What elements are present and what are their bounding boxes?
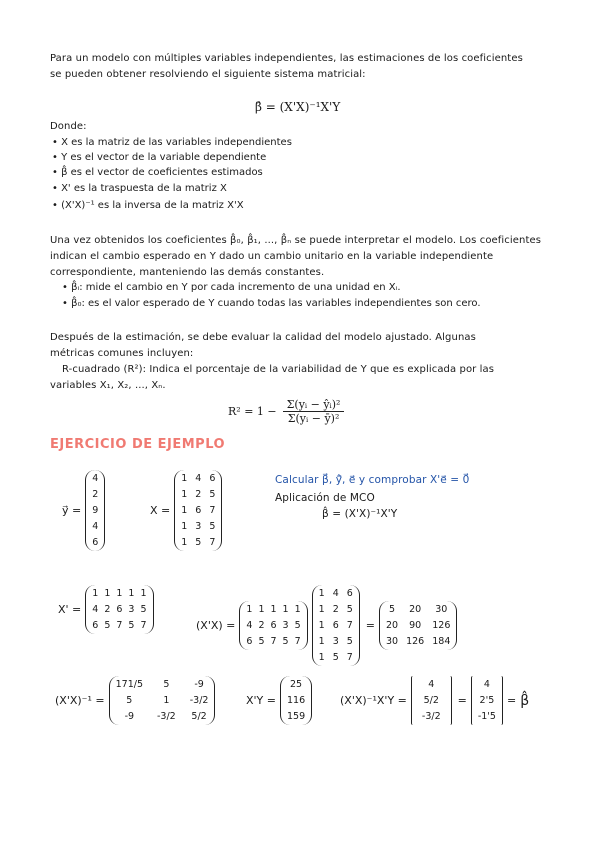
matrix-cell: 5 bbox=[195, 537, 202, 548]
donde-item: • Y es el vector de la variable dependiente bbox=[52, 152, 267, 163]
matrix-cell: 5 bbox=[282, 636, 289, 647]
matrix-cell: 5/2 bbox=[191, 711, 207, 722]
r2-formula bbox=[228, 398, 344, 425]
xtx-product-block bbox=[196, 585, 457, 666]
y-vector-block bbox=[62, 470, 105, 551]
matrix-cell: 5 bbox=[126, 695, 133, 706]
matrix-cell: 1 bbox=[258, 604, 265, 615]
matrix-cell: 184 bbox=[432, 636, 451, 647]
matrix-cell: -9 bbox=[194, 679, 204, 690]
donde-item: • X' es la traspuesta de la matriz X bbox=[52, 183, 227, 194]
matrix-cell: 7 bbox=[209, 505, 216, 516]
matrix-cell: 1 bbox=[318, 604, 325, 615]
matrix-cell: 116 bbox=[287, 695, 306, 706]
xt-label: X' = bbox=[58, 603, 82, 616]
matrix-cell: -3/2 bbox=[189, 695, 209, 706]
matrix-cell: 9 bbox=[92, 505, 99, 516]
matrix-cell: 2 bbox=[195, 489, 202, 500]
matrix-cell: 1 bbox=[163, 695, 170, 706]
matrix-cell: 6 bbox=[195, 505, 202, 516]
matrix-cell: 90 bbox=[409, 620, 422, 631]
matrix-cell: 4 bbox=[332, 588, 339, 599]
eval-line-2: métricas comunes incluyen: bbox=[50, 348, 194, 359]
matrix-cell: 1 bbox=[318, 620, 325, 631]
xt-matrix bbox=[85, 585, 153, 634]
matrix-cell: 1 bbox=[318, 636, 325, 647]
interpret-item: • β̂₀: es el valor esperado de Y cuando todas las variables independientes son cero. bbox=[62, 298, 481, 309]
matrix-cell: 25 bbox=[290, 679, 303, 690]
donde-title: Donde: bbox=[50, 121, 87, 132]
matrix-cell: 126 bbox=[432, 620, 451, 631]
matrix-cell: 5 bbox=[140, 604, 147, 615]
matrix-cell: 7 bbox=[346, 620, 353, 631]
matrix-cell: 4 bbox=[428, 679, 435, 690]
matrix-cell: 6 bbox=[92, 620, 99, 631]
matrix-cell: 1 bbox=[181, 505, 188, 516]
matrix-cell: 6 bbox=[346, 588, 353, 599]
calc-note: Calcular β⃗, ŷ⃗, e⃗ y comprobar X'e⃗ = 0⃗ bbox=[275, 474, 470, 486]
matrix-cell: 7 bbox=[294, 636, 301, 647]
matrix-cell: 5 bbox=[389, 604, 396, 615]
matrix-cell: 1 bbox=[282, 604, 289, 615]
matrix-cell: 3 bbox=[195, 521, 202, 532]
inverse-matrix-block bbox=[55, 676, 215, 725]
matrix-cell: 171/5 bbox=[115, 679, 143, 690]
matrix-cell: -3/2 bbox=[421, 711, 441, 722]
matrix-cell: 6 bbox=[246, 636, 253, 647]
r2-denominator: Σ(yᵢ − ȳ)² bbox=[287, 412, 340, 425]
equals-sign: = bbox=[506, 694, 517, 707]
xt-matrix-factor bbox=[239, 601, 307, 650]
matrix-cell: 4 bbox=[92, 521, 99, 532]
matrix-cell: 1 bbox=[140, 588, 147, 599]
matrix-cell: 1 bbox=[270, 604, 277, 615]
matrix-cell: 5 bbox=[104, 620, 111, 631]
matrix-cell: 30 bbox=[435, 604, 448, 615]
inverse-label: (X'X)⁻¹ = bbox=[55, 694, 105, 707]
matrix-cell: -9 bbox=[124, 711, 135, 722]
xtx-result-matrix bbox=[379, 601, 457, 650]
matrix-cell: 5 bbox=[128, 620, 135, 631]
matrix-cell: 7 bbox=[140, 620, 147, 631]
equals-sign: = bbox=[457, 694, 467, 707]
x-label: X = bbox=[150, 504, 171, 517]
xty-vector-block bbox=[246, 676, 312, 725]
mco-formula: β̂ = (X'X)⁻¹X'Y bbox=[322, 508, 398, 520]
x-matrix bbox=[174, 470, 222, 551]
matrix-cell: -3/2 bbox=[157, 711, 176, 722]
matrix-cell: 3 bbox=[332, 636, 339, 647]
donde-item: • β̂ es el vector de coeficientes estimados bbox=[52, 167, 263, 178]
matrix-cell: 7 bbox=[116, 620, 123, 631]
interpret-line-2: indican el cambio esperado en Y dado un cambio unitario en la variable independiente bbox=[50, 251, 494, 262]
xty-vector bbox=[280, 676, 312, 725]
matrix-cell: 7 bbox=[270, 636, 277, 647]
matrix-cell: 1 bbox=[104, 588, 111, 599]
matrix-cell: 2 bbox=[104, 604, 111, 615]
matrix-cell: 30 bbox=[386, 636, 399, 647]
xty-label: X'Y = bbox=[246, 694, 276, 707]
matrix-cell: 5 bbox=[258, 636, 265, 647]
matrix-cell: 6 bbox=[116, 604, 123, 615]
y-label: y⃗ = bbox=[62, 504, 82, 517]
intro-line-2: se pueden obtener resolviendo el siguiente sistema matricial: bbox=[50, 69, 366, 80]
x-matrix-block bbox=[150, 470, 222, 551]
matrix-cell: 2 bbox=[92, 489, 99, 500]
matrix-cell: 4 bbox=[483, 679, 490, 690]
matrix-cell: 1 bbox=[318, 652, 325, 663]
r2-fraction bbox=[283, 398, 345, 425]
matrix-cell: 6 bbox=[270, 620, 277, 631]
equals-sign: = bbox=[365, 619, 375, 632]
interpret-item: • β̂ᵢ: mide el cambio en Y por cada incremento de una unidad en Xᵢ. bbox=[62, 282, 401, 293]
matrix-cell: 1 bbox=[318, 588, 325, 599]
matrix-cell: 1 bbox=[246, 604, 253, 615]
beta-vector-fraction bbox=[411, 676, 452, 725]
matrix-cell: 20 bbox=[386, 620, 399, 631]
matrix-cell: 5 bbox=[332, 652, 339, 663]
inverse-matrix bbox=[109, 676, 216, 725]
matrix-cell: 5 bbox=[209, 521, 216, 532]
beta-result-block bbox=[340, 676, 533, 725]
matrix-cell: 1 bbox=[92, 588, 99, 599]
beta-vector-decimal bbox=[471, 676, 503, 725]
matrix-cell: 6 bbox=[332, 620, 339, 631]
matrix-cell: 4 bbox=[195, 473, 202, 484]
matrix-cell: 1 bbox=[181, 521, 188, 532]
matrix-cell: 1 bbox=[181, 537, 188, 548]
matrix-cell: 5 bbox=[163, 679, 170, 690]
interpret-line-3: correspondiente, manteniendo las demás constantes. bbox=[50, 267, 325, 278]
mco-note: Aplicación de MCO bbox=[275, 492, 375, 504]
matrix-cell: 5 bbox=[346, 604, 353, 615]
x-matrix-factor bbox=[312, 585, 360, 666]
matrix-cell: 7 bbox=[209, 537, 216, 548]
eval-line-1: Después de la estimación, se debe evaluar la calidad del modelo ajustado. Algunas bbox=[50, 332, 476, 343]
matrix-cell: -1'5 bbox=[477, 711, 496, 722]
matrix-cell: 5/2 bbox=[423, 695, 439, 706]
matrix-cell: 1 bbox=[128, 588, 135, 599]
matrix-cell: 159 bbox=[287, 711, 306, 722]
matrix-cell: 20 bbox=[409, 604, 422, 615]
matrix-cell: 1 bbox=[181, 473, 188, 484]
matrix-cell: 1 bbox=[181, 489, 188, 500]
y-vector bbox=[85, 470, 105, 551]
matrix-cell: 2'5 bbox=[479, 695, 495, 706]
matrix-cell: 5 bbox=[294, 620, 301, 631]
intro-line-1: Para un modelo con múltiples variables independientes, las estimaciones de los coeficientes bbox=[50, 53, 523, 64]
beta-hat-symbol: β̂ bbox=[520, 692, 530, 709]
matrix-cell: 2 bbox=[258, 620, 265, 631]
matrix-cell: 4 bbox=[92, 604, 99, 615]
matrix-cell: 1 bbox=[116, 588, 123, 599]
eval-line-4: variables X₁, X₂, ..., Xₙ. bbox=[50, 380, 166, 391]
matrix-cell: 3 bbox=[128, 604, 135, 615]
prod-label: (X'X)⁻¹X'Y = bbox=[340, 694, 407, 707]
matrix-cell: 3 bbox=[282, 620, 289, 631]
matrix-cell: 5 bbox=[346, 636, 353, 647]
r2-lhs: R² = 1 − bbox=[228, 405, 277, 418]
matrix-cell: 4 bbox=[246, 620, 253, 631]
eval-line-3: R-cuadrado (R²): Indica el porcentaje de la variabilidad de Y que es explicada por las bbox=[62, 364, 495, 375]
matrix-cell: 4 bbox=[92, 473, 99, 484]
beta-formula: β̂ = (X'X)⁻¹X'Y bbox=[255, 100, 341, 114]
matrix-cell: 6 bbox=[209, 473, 216, 484]
donde-item: • (X'X)⁻¹ es la inversa de la matriz X'X bbox=[52, 200, 244, 211]
matrix-cell: 6 bbox=[92, 537, 99, 548]
donde-item: • X es la matriz de las variables independientes bbox=[52, 137, 292, 148]
matrix-cell: 5 bbox=[209, 489, 216, 500]
example-heading: EJERCICIO DE EJEMPLO bbox=[50, 437, 226, 452]
interpret-line-1: Una vez obtenidos los coeficientes β̂₀, β̂₁, ..., β̂ₙ se puede interpretar el modelo. Los coeficientes bbox=[50, 235, 542, 246]
matrix-cell: 126 bbox=[406, 636, 425, 647]
r2-numerator: Σ(yᵢ − ŷᵢ)² bbox=[283, 398, 345, 412]
matrix-cell: 1 bbox=[294, 604, 301, 615]
xtx-label: (X'X) = bbox=[196, 619, 236, 632]
matrix-cell: 2 bbox=[332, 604, 339, 615]
matrix-cell: 7 bbox=[346, 652, 353, 663]
xt-matrix-block bbox=[58, 585, 154, 634]
